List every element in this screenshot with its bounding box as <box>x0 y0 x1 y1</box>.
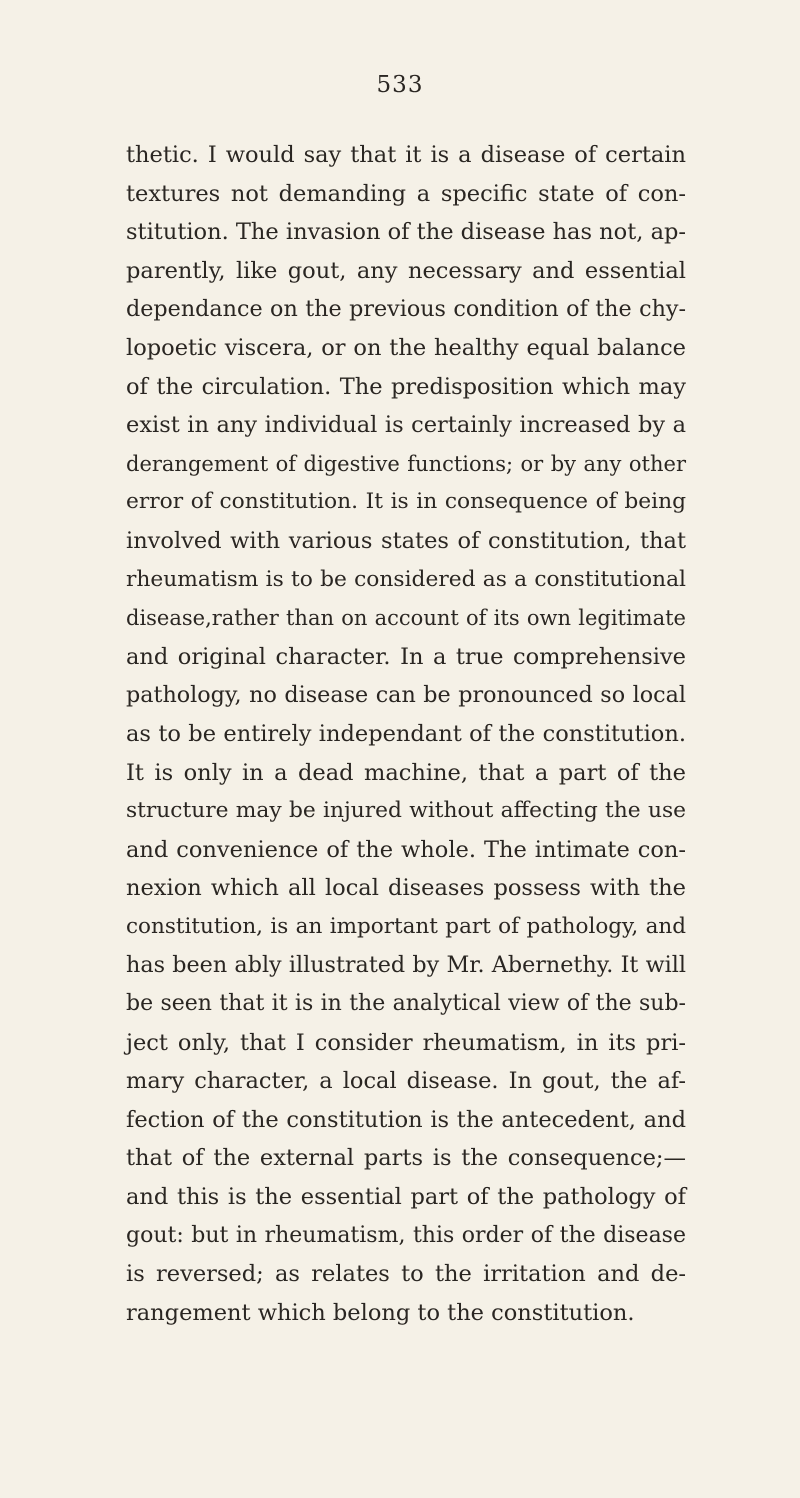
text-line: lopoetic viscera, or on the healthy equal balance <box>126 334 686 361</box>
text-line: gout: but in rheumatism, this order of the disease <box>126 1222 686 1248</box>
text-line: ject only, that I consider rheumatism, in its pri- <box>126 1029 686 1056</box>
text-line: thetic. I would say that it is a disease of certain <box>126 142 686 168</box>
text-line: structure may be injured without affecting the use <box>126 798 686 824</box>
text-line: and this is the essential part of the pathology of <box>126 1184 686 1211</box>
text-line: parently, like gout, any necessary and essential <box>126 257 686 284</box>
text-line: and convenience of the whole. The intimate con- <box>126 836 686 863</box>
text-line: is reversed; as relates to the irritation and de- <box>126 1261 686 1288</box>
text-line: and original character. In a true comprehensive <box>126 643 686 670</box>
text-line: constitution, is an important part of pathology, and <box>126 913 686 939</box>
text-line: that of the external parts is the consequence;— <box>126 1145 686 1172</box>
text-line: exist in any individual is certainly increased by a <box>126 412 686 439</box>
text-line: involved with various states of constitution, that <box>126 527 686 554</box>
text-line: mary character, a local disease. In gout, the af- <box>126 1068 686 1095</box>
text-line: It is only in a dead machine, that a part of the <box>126 759 686 786</box>
text-line: textures not demanding a specific state of con- <box>126 180 686 207</box>
text-line: has been ably illustrated by Mr. Abernethy. It will <box>126 952 686 979</box>
text-line: dependance on the previous condition of the chy- <box>126 296 686 323</box>
body-text <box>126 136 686 1332</box>
text-line: be seen that it is in the analytical view of the sub- <box>126 991 686 1017</box>
text-line: rheumatism is to be considered as a constitutional <box>126 566 686 592</box>
text-line: stitution. The invasion of the disease has not, ap- <box>126 219 686 246</box>
text-line: pathology, no disease can be pronounced so local <box>126 682 686 709</box>
text-line: rangement which belong to the constitution. <box>126 1299 635 1326</box>
text-line: fection of the constitution is the antecedent, and <box>126 1106 686 1133</box>
text-line: as to be entirely independant of the constitution. <box>126 720 686 747</box>
text-line: disease,rather than on account of its own legitimate <box>126 606 686 631</box>
text-line: error of constitution. It is in consequence of being <box>126 489 686 515</box>
page-number: 533 <box>376 72 424 98</box>
text-line: of the circulation. The predisposition which may <box>126 373 686 400</box>
text-line: nexion which all local diseases possess with the <box>126 875 686 902</box>
text-line: derangement of digestive functions; or by any other <box>126 451 686 476</box>
